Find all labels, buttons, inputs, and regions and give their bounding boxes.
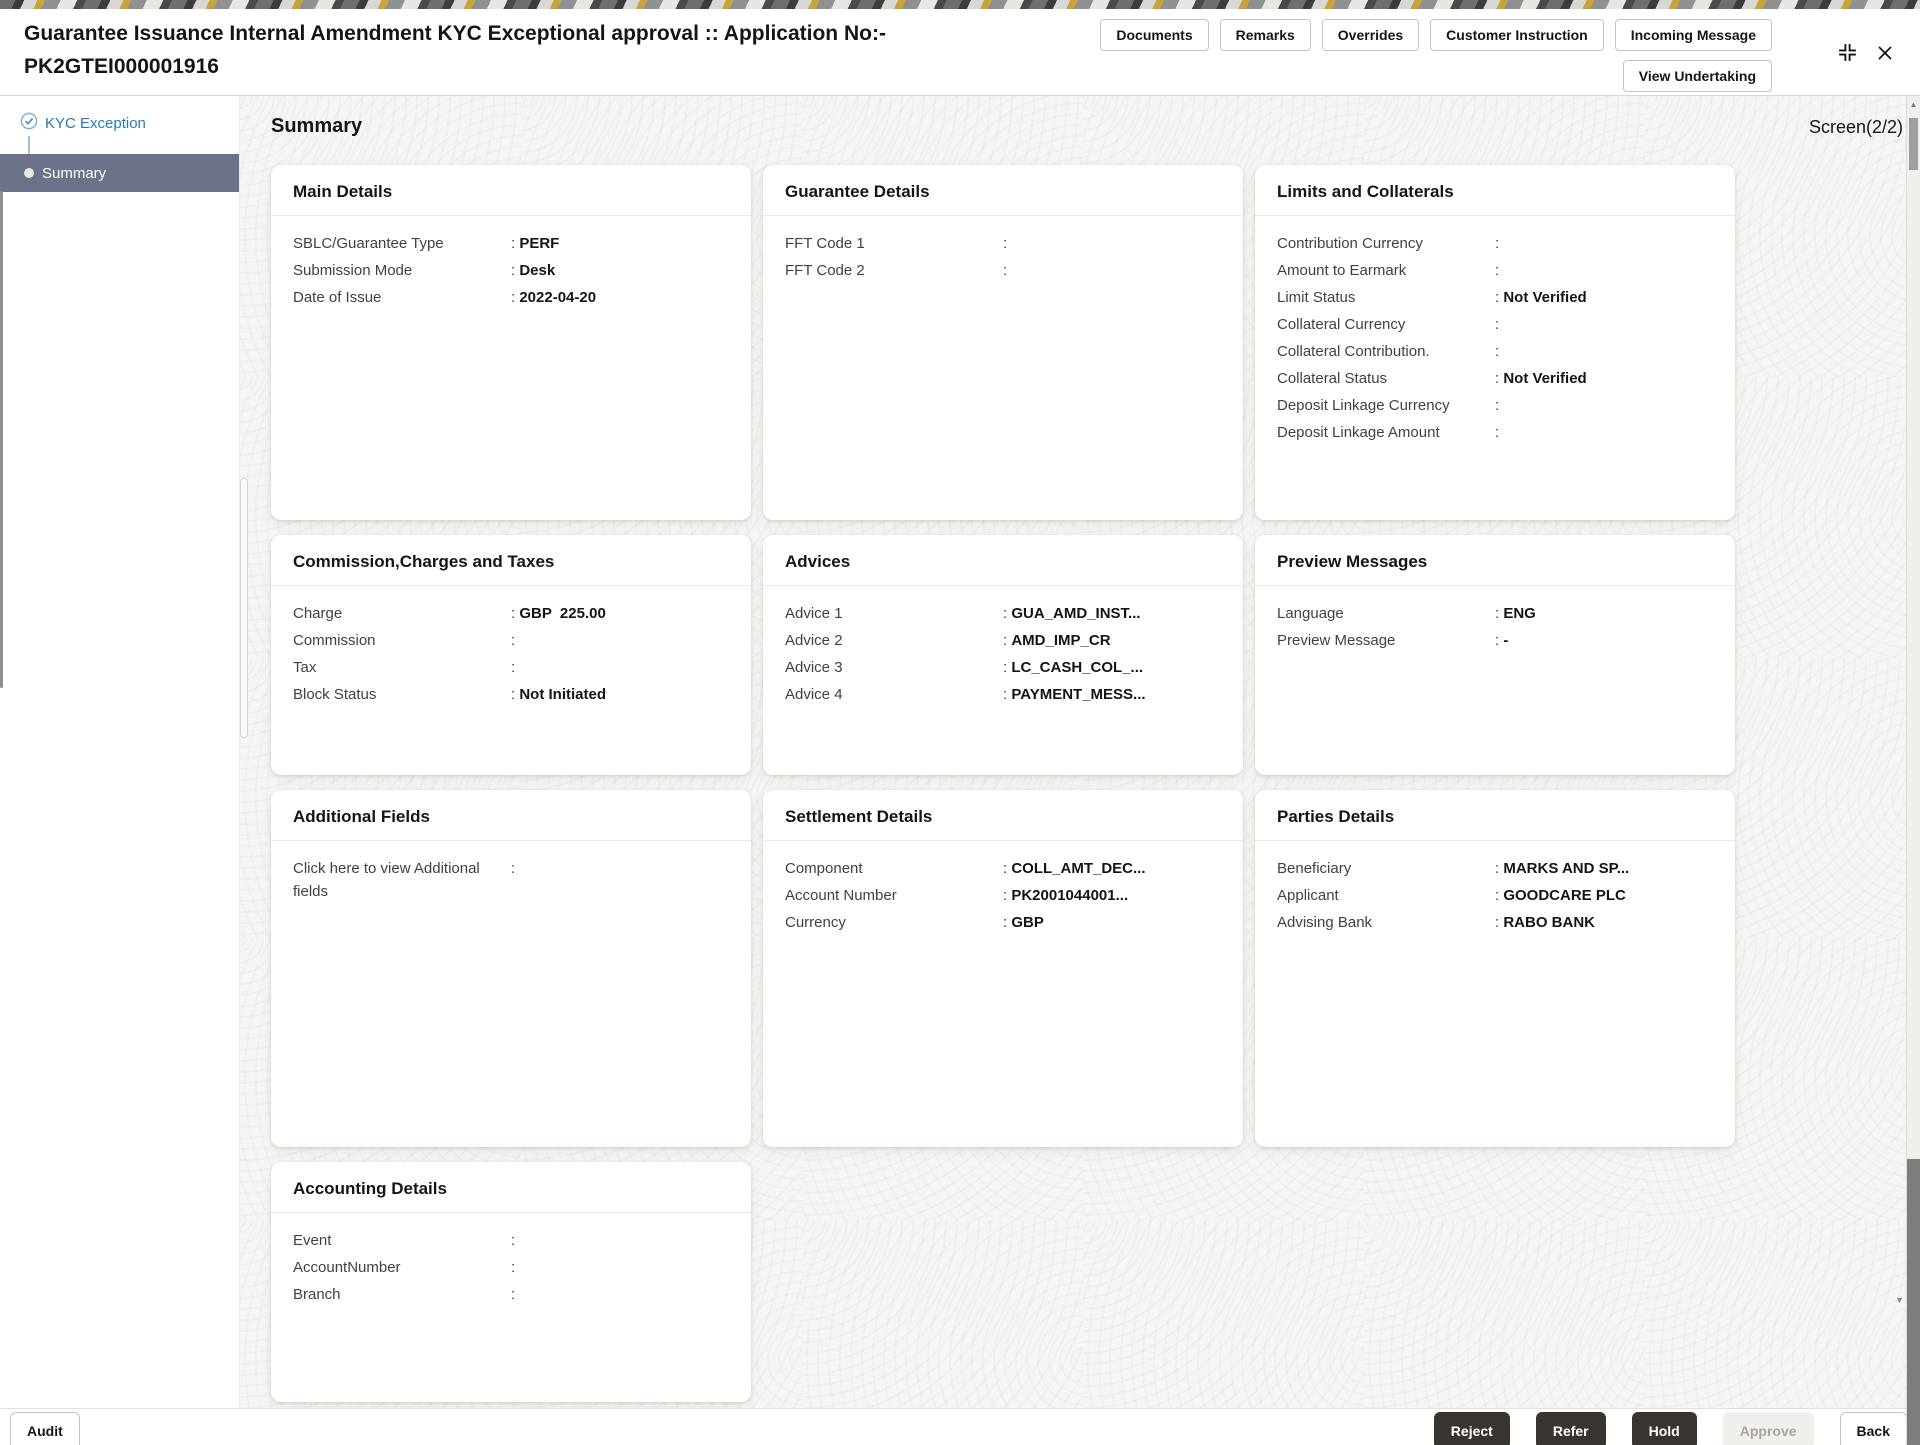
card-accounting-details [271, 1162, 751, 1402]
field-row [293, 1229, 729, 1252]
field-row [1277, 313, 1713, 336]
card-main-details [271, 165, 751, 520]
field-label: Commission [293, 632, 376, 649]
card-title: Main Details [293, 182, 393, 201]
field-label: AccountNumber [293, 1259, 401, 1276]
field-label: Language [1277, 605, 1344, 622]
back-button[interactable]: Back [1840, 1412, 1907, 1445]
field-label: Date of Issue [293, 289, 382, 306]
field-value [1495, 421, 1503, 444]
field-value: : Not Verified [1495, 367, 1587, 390]
field-row [785, 656, 1221, 679]
hold-button[interactable]: Hold [1632, 1412, 1697, 1445]
field-value [511, 1283, 519, 1306]
field-row [785, 602, 1221, 625]
card-title: Accounting Details [293, 1179, 447, 1198]
field-row [785, 857, 1221, 880]
field-row [1277, 884, 1713, 907]
card-additional-fields [271, 790, 751, 1147]
field-value: : MARKS AND SP... [1495, 857, 1629, 880]
field-row [785, 683, 1221, 706]
sidebar-item-label: KYC Exception [45, 114, 146, 132]
field-row [1277, 340, 1713, 363]
close-icon[interactable] [1876, 44, 1894, 62]
field-label: Component [785, 860, 863, 877]
field-row [785, 911, 1221, 934]
sidebar-scrollbar-thumb[interactable] [0, 191, 3, 688]
field-label: Currency [785, 914, 846, 931]
header-button-row-2 [1623, 60, 1772, 92]
field-row [293, 602, 729, 625]
sidebar-item-kyc-exception[interactable] [0, 105, 239, 141]
field-row [293, 1283, 729, 1306]
field-row [1277, 286, 1713, 309]
field-row [1277, 367, 1713, 390]
vertical-scrollbar[interactable] [1906, 96, 1920, 1445]
field-row [1277, 232, 1713, 255]
remarks-button[interactable]: Remarks [1220, 19, 1311, 51]
field-value: : ENG [1495, 602, 1536, 625]
action-buttons [1434, 1412, 1907, 1445]
stage-sidebar [0, 96, 240, 1408]
field-value [1495, 232, 1503, 255]
field-label: SBLC/Guarantee Type [293, 235, 444, 252]
scrollbar-thumb[interactable] [1909, 118, 1918, 170]
field-row [785, 884, 1221, 907]
field-value: : GBP 225.00 [511, 602, 606, 625]
overrides-button[interactable]: Overrides [1322, 19, 1419, 51]
field-value [1495, 340, 1503, 363]
screen-indicator: Screen(2/2) [1808, 117, 1903, 137]
field-label: Advising Bank [1277, 914, 1373, 931]
summary-cards-grid [271, 165, 1920, 1402]
approve-button[interactable]: Approve [1723, 1412, 1814, 1445]
page-title: Summary [271, 115, 363, 137]
field-row [293, 629, 729, 652]
window-controls [1837, 42, 1894, 63]
additional-fields-link[interactable]: Click here to view Additional fields [293, 860, 480, 900]
field-value [511, 629, 519, 652]
field-row [785, 629, 1221, 652]
field-row [293, 232, 729, 255]
field-row [1277, 421, 1713, 444]
field-label: FFT Code 1 [785, 235, 865, 252]
scroll-up-arrow-icon[interactable]: ▲ [1909, 100, 1918, 109]
field-row [1277, 911, 1713, 934]
background-collage [0, 0, 1920, 9]
field-label: Block Status [293, 686, 377, 703]
field-label: Collateral Status [1277, 370, 1388, 387]
field-value: : RABO BANK [1495, 911, 1595, 934]
field-row [785, 232, 1221, 255]
field-label: Limit Status [1277, 289, 1356, 306]
field-row [1277, 602, 1713, 625]
card-limits-collaterals [1255, 165, 1735, 520]
field-label: Deposit Linkage Currency [1277, 397, 1450, 414]
window-body [0, 96, 1920, 1408]
field-value [1003, 259, 1011, 282]
card-settlement-details [763, 790, 1243, 1147]
field-row [785, 259, 1221, 282]
action-bar [0, 1408, 1920, 1445]
field-value [1495, 313, 1503, 336]
field-label: Advice 3 [785, 659, 843, 676]
field-label: Charge [293, 605, 343, 622]
field-value: : Not Verified [1495, 286, 1587, 309]
card-title: Parties Details [1277, 807, 1395, 826]
field-label: Event [293, 1232, 332, 1249]
incoming-message-button[interactable]: Incoming Message [1615, 19, 1772, 51]
content-scrollbar[interactable] [240, 478, 248, 738]
field-row [293, 286, 729, 309]
field-label: Advice 1 [785, 605, 843, 622]
card-title: Limits and Collaterals [1277, 182, 1454, 201]
field-value: : Not Initiated [511, 683, 606, 706]
field-label: Collateral Currency [1277, 316, 1406, 333]
scroll-down-arrow-icon[interactable]: ▼ [1895, 1295, 1904, 1305]
field-value: : GOODCARE PLC [1495, 884, 1626, 907]
field-value: : GUA_AMD_INST... [1003, 602, 1141, 625]
field-row [293, 1256, 729, 1279]
card-title: Additional Fields [293, 807, 430, 826]
field-value: : GBP [1003, 911, 1044, 934]
field-value [1003, 232, 1011, 255]
field-value: : COLL_AMT_DEC... [1003, 857, 1146, 880]
sidebar-item-summary[interactable] [0, 154, 239, 192]
reject-button[interactable]: Reject [1434, 1412, 1510, 1445]
field-label: Account Number [785, 887, 897, 904]
field-row [1277, 857, 1713, 880]
field-label: Contribution Currency [1277, 235, 1423, 252]
field-value: : AMD_IMP_CR [1003, 629, 1111, 652]
field-value [511, 1256, 519, 1279]
view-undertaking-button[interactable]: View Undertaking [1623, 60, 1772, 92]
card-title: Guarantee Details [785, 182, 930, 201]
card-title: Advices [785, 552, 851, 571]
card-title: Settlement Details [785, 807, 933, 826]
header-button-row-1 [1100, 19, 1772, 51]
card-commission-charges-taxes [271, 535, 751, 775]
field-row [1277, 394, 1713, 417]
task-window [0, 9, 1920, 1445]
field-row [1277, 629, 1713, 652]
field-label: Amount to Earmark [1277, 262, 1407, 279]
card-title: Commission,Charges and Taxes [293, 552, 555, 571]
refer-button[interactable]: Refer [1536, 1412, 1606, 1445]
field-row [1277, 259, 1713, 282]
field-value: : Desk [511, 259, 555, 282]
check-circle-icon [20, 112, 38, 135]
field-label: Advice 2 [785, 632, 843, 649]
documents-button[interactable]: Documents [1100, 19, 1208, 51]
field-value [511, 857, 519, 880]
field-label: Beneficiary [1277, 860, 1352, 877]
card-advices [763, 535, 1243, 775]
field-row [293, 259, 729, 282]
field-label: Advice 4 [785, 686, 843, 703]
field-value: : - [1495, 629, 1508, 652]
field-row [293, 857, 729, 903]
field-row [293, 656, 729, 679]
sidebar-item-label: Summary [42, 164, 107, 182]
card-parties-details [1255, 790, 1735, 1147]
field-row [293, 683, 729, 706]
summary-content [240, 96, 1920, 1408]
scrollbar-thumb[interactable] [1907, 1159, 1920, 1445]
window-title: Guarantee Issuance Internal Amendment KYC Exceptional approval :: Application No:- PK2GTEI000001916 [24, 22, 886, 78]
field-value: : PERF [511, 232, 559, 255]
card-title: Preview Messages [1277, 552, 1428, 571]
field-label: Tax [293, 659, 317, 676]
field-value [511, 1229, 519, 1252]
field-value [511, 656, 519, 679]
bullet-icon [24, 168, 34, 178]
collapse-icon[interactable] [1837, 42, 1858, 63]
field-label: Submission Mode [293, 262, 413, 279]
window-header [0, 9, 1920, 96]
field-value [1495, 394, 1503, 417]
field-label: Branch [293, 1286, 341, 1303]
field-value: : PAYMENT_MESS... [1003, 683, 1146, 706]
field-value: : 2022-04-20 [511, 286, 596, 309]
field-value [1495, 259, 1503, 282]
field-label: Preview Message [1277, 632, 1396, 649]
header-button-group [1100, 19, 1772, 92]
audit-button[interactable]: Audit [10, 1412, 80, 1445]
card-guarantee-details [763, 165, 1243, 520]
content-heading-row [271, 112, 1920, 140]
field-label: Deposit Linkage Amount [1277, 424, 1440, 441]
field-label: FFT Code 2 [785, 262, 865, 279]
card-preview-messages [1255, 535, 1735, 775]
field-value: : LC_CASH_COL_... [1003, 656, 1143, 679]
field-value: : PK2001044001... [1003, 884, 1128, 907]
field-label: Applicant [1277, 887, 1339, 904]
field-label: Collateral Contribution. [1277, 343, 1430, 360]
customer-instruction-button[interactable]: Customer Instruction [1430, 19, 1604, 51]
